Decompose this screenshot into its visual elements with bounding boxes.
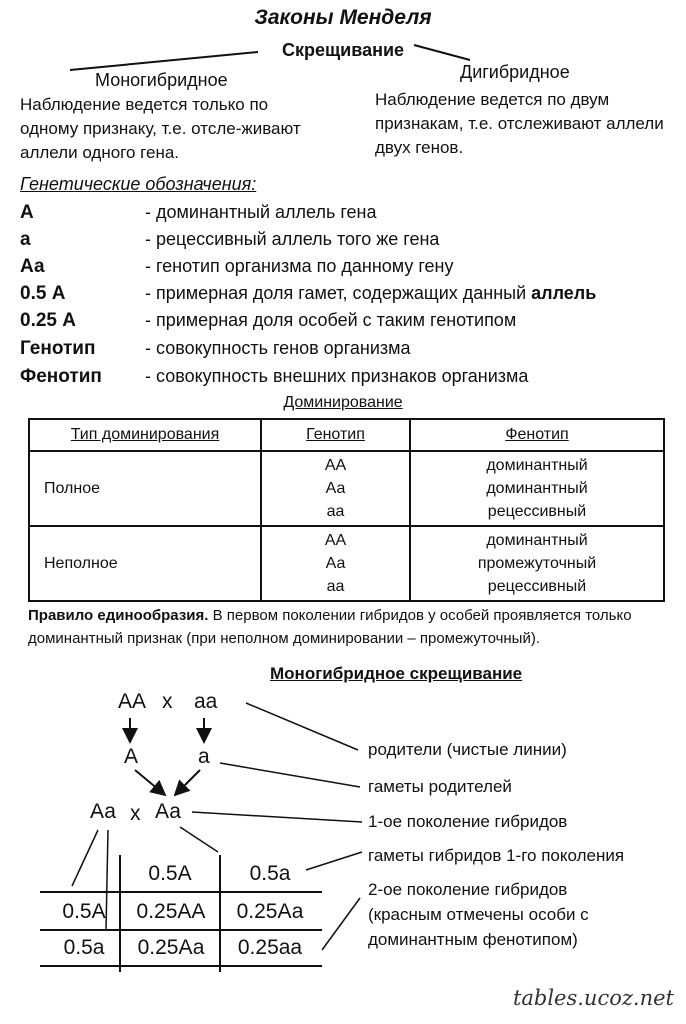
- label-f1-gametes: гаметы гибридов 1-го поколения: [368, 846, 625, 865]
- notation-symbol: а: [20, 229, 31, 250]
- phenotype-cell: доминантный промежуточный рецессивный: [410, 526, 664, 601]
- notation-symbol: Фенотип: [20, 366, 102, 387]
- mono-crossing-label: Моногибридное: [95, 70, 228, 90]
- label-f1: 1-ое поколение гибридов: [368, 812, 568, 831]
- di-crossing-text: Наблюдение ведется по двум признакам, т.е. отслеживают аллели двух генов.: [375, 90, 664, 157]
- notation-symbol: Генотип: [20, 338, 96, 359]
- uniformity-rule: Правило единообразия. В первом поколении гибридов у особей проявляется только доминантный признак (при неполном доминировании – промежуточный).: [28, 607, 632, 647]
- f1-genotype: Аа: [155, 800, 181, 823]
- notation-description: - генотип организма по данному гену: [145, 256, 454, 276]
- notation-description: - доминантный аллель гена: [145, 202, 377, 222]
- punnett-row-header: 0.5А: [62, 900, 106, 923]
- label-parent-gametes: гаметы родителей: [368, 777, 512, 796]
- notation-symbol: Аа: [20, 256, 45, 277]
- punnett-col-header: 0.5А: [148, 862, 192, 885]
- punnett-cell: 0.25Аа: [236, 900, 304, 923]
- notation-description: - рецессивный аллель того же гена: [145, 229, 440, 249]
- notation-symbol: 0.25 А: [20, 310, 76, 331]
- dominance-type: Неполное: [29, 526, 261, 601]
- f1-genotype: Аа: [90, 800, 116, 823]
- page-title: Законы Менделя: [254, 6, 432, 29]
- label-f2: 2-ое поколение гибридов: [368, 880, 568, 899]
- parent-genotype: аа: [194, 690, 218, 713]
- punnett-cell: 0.25Аа: [137, 936, 205, 959]
- label-parents: родители (чистые линии): [368, 740, 567, 759]
- label-f2-note: доминантным фенотипом): [368, 930, 578, 949]
- parent-gamete: а: [198, 745, 210, 768]
- notation-description: - совокупность внешних признаков организма: [145, 366, 529, 386]
- punnett-cell: 0.25АА: [136, 900, 206, 923]
- notation-description: - примерная доля гамет, содержащих данный аллель: [145, 283, 597, 303]
- genotype-cell: АА Аа аа: [261, 451, 410, 526]
- mono-crossing-text: Наблюдение ведется только по одному признаку, т.е. отсле-живают аллели одного гена.: [20, 95, 301, 162]
- column-header: Генотип: [261, 419, 410, 451]
- cross-sign: х: [130, 802, 141, 825]
- punnett-col-header: 0.5а: [249, 862, 291, 885]
- parent-genotype: АА: [118, 690, 147, 713]
- notation-description: - совокупность генов организма: [145, 338, 411, 358]
- phenotype-cell: доминантный доминантный рецессивный: [410, 451, 664, 526]
- notation-symbol: 0.5 А: [20, 283, 66, 304]
- column-header: Фенотип: [410, 419, 664, 451]
- notation-symbol: А: [20, 202, 34, 223]
- column-header: Тип доминирования: [29, 419, 261, 451]
- notation-description: - примерная доля особей с таким генотипом: [145, 310, 517, 330]
- cross-sign: х: [162, 690, 173, 713]
- mono-crossing-heading: Моногибридное скрещивание: [270, 664, 523, 683]
- label-f2-note: (красным отмечены особи с: [368, 905, 589, 924]
- parent-gamete: А: [124, 745, 139, 768]
- crossing-heading: Скрещивание: [281, 40, 405, 60]
- di-crossing-label: Дигибридное: [460, 62, 570, 82]
- dominance-type: Полное: [29, 451, 261, 526]
- site-watermark: tables.ucoz.net: [512, 986, 674, 1010]
- punnett-cell: 0.25аа: [237, 936, 303, 959]
- genotype-cell: АА Аа аа: [261, 526, 410, 601]
- punnett-row-header: 0.5а: [63, 936, 105, 959]
- dominance-caption: Доминирование: [283, 394, 403, 411]
- genetic-notation-heading: Генетические обозначения:: [20, 174, 257, 194]
